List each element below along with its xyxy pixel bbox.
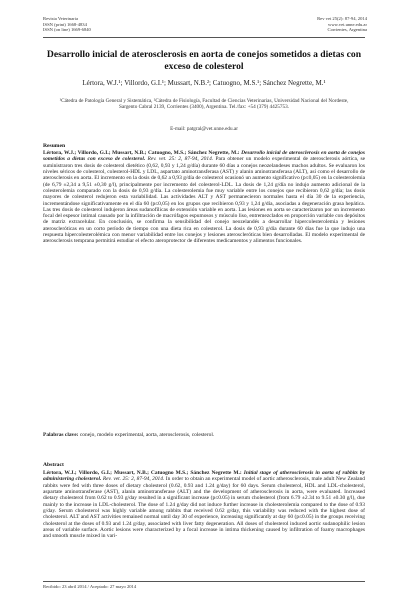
resumen-citation-ref: Rev. vet. 25: 2, 87-94, 2014. — [147, 156, 214, 163]
resumen-body — [43, 150, 365, 245]
contact-email: E-mail: patgral@vet.unne.edu.ar — [170, 126, 238, 132]
keywords-label: Palabras clave: — [43, 432, 79, 438]
abstract-heading: Abstract — [43, 462, 64, 468]
journal-location: Corrientes, Argentina — [327, 27, 367, 33]
abstract-citation-ref: Rev. vet. 25: 2, 87-94, 2014. — [102, 476, 165, 483]
resumen-heading: Resumen — [43, 143, 66, 149]
article-title: Desarrollo inicial de aterosclerosis en aorta de conejos sometidos a dietas con exceso de colesterol — [46, 49, 362, 72]
resumen-text: Para obtener un modelo experimental de aterosclerosis aórtica, se suministraron tres dosis de colesterol dietético (0,62, 0,93 y 1,24 g/día) durante 60 días a conejos neozelandeses machos adultos. Se evaluaron los niveles séricos de colesterol, colesterol-HDL y LDL, aspartato aminotransferasa (AST) y alanin aminotransferasa (ALT), así como el desarrollo de aterosclerosis en aorta. El incremento en la dosis de 0,62 a 0,93 g/día de colesterol ocasionó un aumento significativo (p≤0,05) en la colesterolemia (de 6,79 ±2,34 a 9,51 ±0,30 g/l), principalmente por incremento del colesterol-LDL. La dosis de 1,24 g/día no indujo aumento adicional de la colesterolemia comparado con la dosis de 0,93 g/día. La colesterolemia fue muy variable entre los conejos que recibieron 0,62 g/día; las dosis mayores de colesterol redujeron esta variabilidad. Las actividades ALT y AST permanecieron normales hasta el día 30 de la experiencia, incrementándose significativamente en el día 60 (p≤0,05) en los grupos que recibieron 0,93 y 1,24 g/día, asociadas a degeneración grasa hepática. Las tres dosis de colesterol indujeron áreas sudanofílicas de extensión variable en aorta. Las lesiones en aorta se caracterizaron por un incremento focal del espesor intimal causado por la infiltración de macrófagos espumosos y músculo liso, entremezclados en proporción variable con depósitos de matriz extracelular. En conclusión, se confirma la sensibilidad del conejo neozelandés a desarrollar hipercolesterolemia y lesiones ateroscleróticas en un corto período de tiempo con una dieta rica en colesterol. La dosis de 0,93 g/día durante 60 días fue la que indujo una respuesta hipercolesterolémica con menor variabilidad entre los conejos y lesiones ateroscleróticas bien desarrolladas. El modelo experimental de aterosclerosis temprana permitirá estudiar el efecto ateroprotector de diferentes medicamentos y alimentos funcionales. — [43, 156, 366, 245]
issn-print: ISSN (print) 1668-4834 — [43, 21, 87, 27]
article-authors: Lértora, W.J.¹; Villordo, G.I.¹; Mussart, N.B.²; Catuogno, M.S.¹; Sánchez Negrette, M.¹ — [82, 79, 326, 87]
journal-header-left — [43, 16, 91, 33]
journal-website: www.vet.unne.edu.ar — [328, 21, 367, 27]
abstract-body — [43, 470, 365, 539]
abstract-citation-authors: Lértora, W.J.; Villordo, G.I.; Mussart, N.B.; Catuogno M.S.; Sánchez Negrette M.: — [43, 470, 242, 476]
header-divider — [43, 37, 365, 38]
journal-header-right — [317, 16, 367, 33]
footer-divider — [43, 581, 365, 582]
abstract-citation-title: Initial stage of atherosclerosis in aorta of rabbits by administering cholesterol. — [43, 470, 365, 483]
keywords — [43, 432, 365, 438]
abstract-text: In order to obtain an experimental model of aortic atherosclerosis, male adult New Zealand rabbits were fed with three doses of dietary cholesterol (0.62, 0.93 and 1.24 g/day) for 60 days. Serum cholesterol, HDL and LDL-cholesterol, aspartate aminotransferase (AST), alanin aminotransferase (ALT) and the development of atherosclerosis in aorta, were evaluated. Increased dietary cholesterol from 0.62 to 0.93 g/day resulted in a significant increase (p≤0.05) in serum cholesterol (from 6.79 ±2.34 to 9.51 ±0.30 g/l), due mainly to the increase in LDL-cholesterol. The dose of 1.24 g/day did not induce further increase in cholesterolemia compared to the dose of 0.93 g/day. Serum cholesterol was highly variable among rabbits that received 0.62 g/day, this variability was reduced with the highest dose of cholesterol. ALT and AST activities remained normal until day 30 of experience, increasing significantly at day 60 (p≤0.05) in the groups receiving cholesterol at the doses of 0.93 and 1.24 g/day, associated with liver fatty degeneration. All doses of cholesterol induced aortic sudanophilic lesion areas of variable surface. Aortic lesions were characterized by a focal increase in intima thickening caused by infiltration of foamy macrophages and smooth muscle mixed in vari- — [43, 476, 366, 540]
journal-volume: Rev vet 25(2): 87-94, 2014 — [317, 16, 367, 21]
resumen-citation-title: Desarrollo inicial de aterosclerosis en aorta de conejos sometidos a dietas con exceso de colesterol. — [43, 150, 365, 163]
journal-name: Revista Veterinaria — [43, 16, 78, 21]
resumen-citation-authors: Lértora, W.J.; Villordo, G.I.; Mussart, N.B.; Catuogno, M.S.; Sánchez Negrette, M.: — [43, 150, 240, 156]
issn-online: ISSN (on line) 1669-6840 — [43, 27, 91, 33]
received-dates: Recibido: 23 abril 2014 / Aceptado: 27 mayo 2014 — [43, 584, 137, 589]
author-affiliation: ¹Cátedra de Patología General y Sistemática, ²Cátedra de Fisiología, Facultad de Ciencias Veterinarias, Universidad Nacional del Nordeste, Sargento Cabral 2139, Corrientes (3400), Argentina. Tel./fax: +54 (379) 4425753. — [59, 98, 349, 111]
keywords-text: conejo, modelo experimental, aorta, aterosclerosis, colesterol. — [79, 432, 215, 438]
